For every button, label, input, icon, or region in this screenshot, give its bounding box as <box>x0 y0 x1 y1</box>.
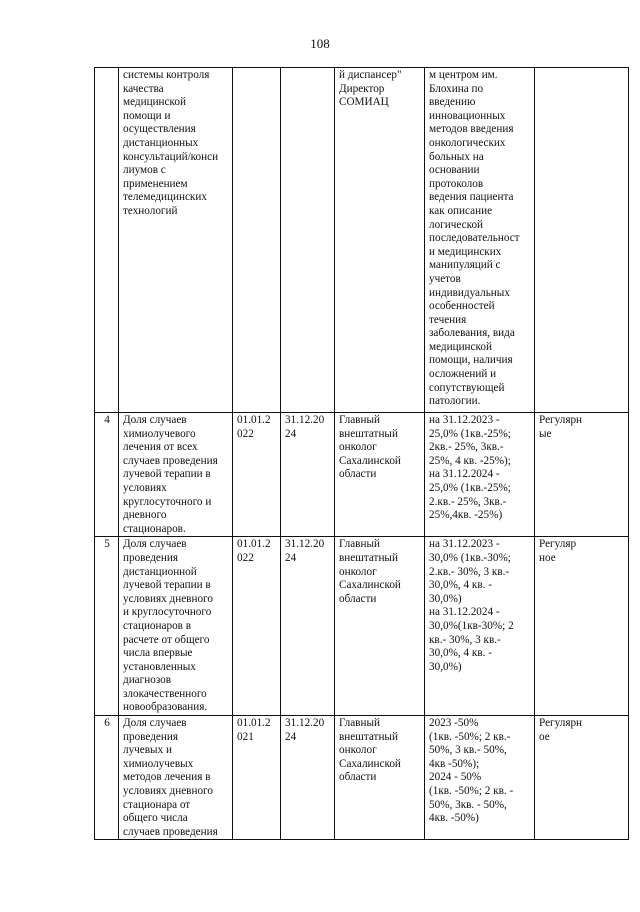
end-date-cell: 31.12.20 24 <box>281 716 335 840</box>
periodicity-cell <box>535 68 629 413</box>
page-number: 108 <box>310 36 330 51</box>
periodicity-cell: Регулярн ое <box>535 716 629 840</box>
periodicity-cell: Регулярн ые <box>535 413 629 537</box>
row-number: 6 <box>95 716 119 840</box>
periodicity-cell: Регуляр ное <box>535 537 629 716</box>
indicator-cell: системы контроля качества медицинской помощи и осуществления дистанционных консультаций/конси лиумов с применением телемедицинских технологий <box>119 68 233 413</box>
table-row <box>95 537 629 716</box>
end-date-cell: 31.12.20 24 <box>281 413 335 537</box>
indicator-cell: Доля случаев проведения дистанционной лучевой терапии в условиях дневного и круглосуточного стационаров в расчете от общего числа впервые установленных диагнозов злокачественного новообразования. <box>119 537 233 716</box>
start-date-cell <box>233 68 281 413</box>
row-number <box>95 68 119 413</box>
responsible-cell: Главный внештатный онколог Сахалинской области <box>335 716 425 840</box>
end-date-cell: 31.12.20 24 <box>281 537 335 716</box>
end-date-cell <box>281 68 335 413</box>
target-values-cell: 2023 -50% (1кв. -50%; 2 кв.- 50%, 3 кв.- 50%, 4кв -50%); 2024 - 50% (1кв. -50%; 2 кв. - 50%, 3кв. - 50%, 4кв. -50%) <box>425 716 535 840</box>
start-date-cell: 01.01.2 022 <box>233 537 281 716</box>
target-values-cell: м центром им. Блохина по введению инновационных методов введения онкологических больных на основании протоколов ведения пациента как описание логической последовательност и медицинских манипуляций с учетов индивидуальных особенностей течения заболевания, вида медицинской помощи, наличия осложнений и сопутствующей патологии. <box>425 68 535 413</box>
measures-table <box>94 67 629 840</box>
row-number: 4 <box>95 413 119 537</box>
start-date-cell: 01.01.2 021 <box>233 716 281 840</box>
row-number: 5 <box>95 537 119 716</box>
indicator-cell: Доля случаев проведения лучевых и химиолучевых методов лечения в условиях дневного стационара от общего числа случаев проведения <box>119 716 233 840</box>
target-values-cell: на 31.12.2023 - 25,0% (1кв.-25%; 2кв.- 25%, 3кв.- 25%, 4 кв. -25%); на 31.12.2024 - 25,0% (1кв.-25%; 2.кв.- 25%, 3кв.- 25%,4кв. -25%) <box>425 413 535 537</box>
table-row <box>95 413 629 537</box>
responsible-cell: Главный внештатный онколог Сахалинской области <box>335 413 425 537</box>
table-row <box>95 68 629 413</box>
indicator-cell: Доля случаев химиолучевого лечения от всех случаев проведения лучевой терапии в условиях круглосуточного и дневного стационаров. <box>119 413 233 537</box>
target-values-cell: на 31.12.2023 - 30,0% (1кв.-30%; 2.кв.- 30%, 3 кв.- 30,0%, 4 кв. - 30,0%) на 31.12.2024 - 30,0%(1кв-30%; 2 кв.- 30%, 3 кв.- 30,0%, 4 кв. - 30,0%) <box>425 537 535 716</box>
responsible-cell: Главный внештатный онколог Сахалинской области <box>335 537 425 716</box>
start-date-cell: 01.01.2 022 <box>233 413 281 537</box>
responsible-cell: й диспансер" Директор СОМИАЦ <box>335 68 425 413</box>
table-row <box>95 716 629 840</box>
